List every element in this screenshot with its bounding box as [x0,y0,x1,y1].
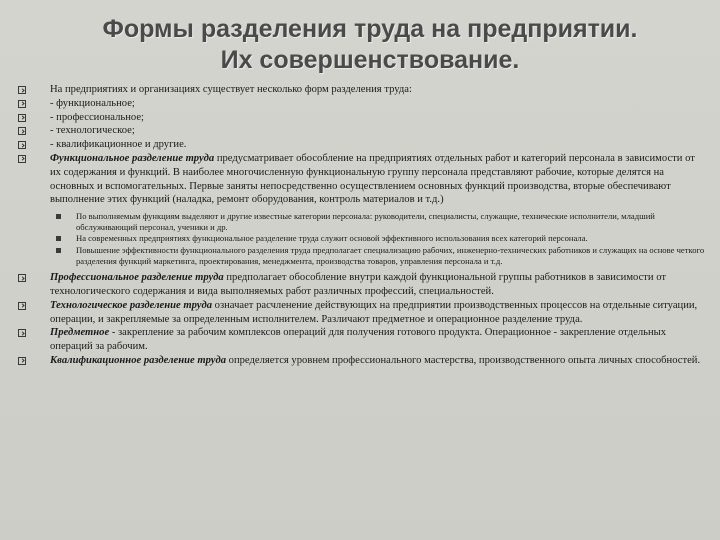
list-item-functional [18,152,708,207]
slide-content [18,83,708,368]
list-item-technological [18,299,708,327]
checkbox-bullet-icon [18,155,26,163]
list-item [18,138,708,152]
sub-list-item [18,245,708,266]
checkbox-bullet-icon [18,357,26,365]
sub-item-text: По выполняемым функциям выделяют и другие известные категории персонала: руководители, специалисты, служащие, технические исполнители, младший обслуживающий персонал, ученики и др. [76,211,655,232]
square-bullet-icon [56,214,61,219]
title-line-2: Их совершенствование. [220,46,520,74]
list-item [18,111,708,125]
intro-item: - технологическое; [50,125,135,137]
checkbox-bullet-icon [18,141,26,149]
functional-term: Функциональное разделение труда [50,152,215,164]
square-bullet-icon [56,248,61,253]
checkbox-bullet-icon [18,100,26,108]
checkbox-bullet-icon [18,274,26,282]
technological-term: Технологическое разделение труда [50,299,212,311]
list-item-subject [18,326,708,354]
checkbox-bullet-icon [18,86,26,94]
intro-text: На предприятиях и организациях существует несколько форм разделения труда: [50,84,412,95]
intro-item: - функциональное; [50,97,135,109]
sub-list-item [18,211,708,232]
functional-text: предусматривает обособление на предприятиях отдельных работ и категорий персонала в зависимости от их содержания и функций. В наиболее многочисленную функциональную группу персонала представляют рабочие, которые делятся на основных и вспомогательных. Первые заняты непосредственно осуществлением основных функций производства, вторые обеспечивают выполнение этих функций (наладка, ремонт оборудования, контроль материалов и т.д.) [50,152,695,206]
checkbox-bullet-icon [18,329,26,337]
professional-text: предполагает обособление внутри каждой функциональной группы работников в зависимости от технологического содержания и вида выполняемых работ различных профессий, специальностей. [50,272,667,297]
sub-list-item [18,233,708,244]
list-item [18,83,708,97]
qualification-text: определяется уровнем профессионального мастерства, производственного опыта личных способностей. [226,354,701,366]
slide-title [40,14,700,76]
checkbox-bullet-icon [18,127,26,135]
title-line-1: Формы разделения труда на предприятии. [102,15,638,43]
intro-item: - профессиональное; [50,111,144,123]
subject-term: Предметное [50,327,110,339]
list-item-qualification [18,354,708,368]
checkbox-bullet-icon [18,114,26,122]
list-item [18,124,708,138]
professional-term: Профессиональное разделение труда [50,272,224,284]
list-item [18,97,708,111]
sub-item-text: Повышение эффективности функционального разделения труда предполагает специализацию рабочих, инженерно-технических работников и служащих на основе четкого разделения функций маркетинга, проектирования, менеджмента, производства товаров, управления персонала и т.д. [76,244,705,266]
technological-text: означает расчленение действующих на предприятии производственных процессов на отдельные ситуации, операции, и закрепляемые за определенным исполнителем. Различают предметное и операционное разделение труда. [50,299,698,325]
intro-item: - квалификационное и другие. [50,139,187,151]
subject-text: - закрепление за рабочим комплексов операций для получения готового продукта. Операционное - закрепление отдельных операций за рабочим. [50,327,667,353]
list-item-professional [18,271,708,299]
sub-item-text: На современных предприятиях функциональное разделение труда служит основой эффективного использования всех категорий персонала. [76,233,588,244]
checkbox-bullet-icon [18,302,26,310]
square-bullet-icon [56,236,61,241]
qualification-term: Квалификационное разделение труда [50,354,227,366]
